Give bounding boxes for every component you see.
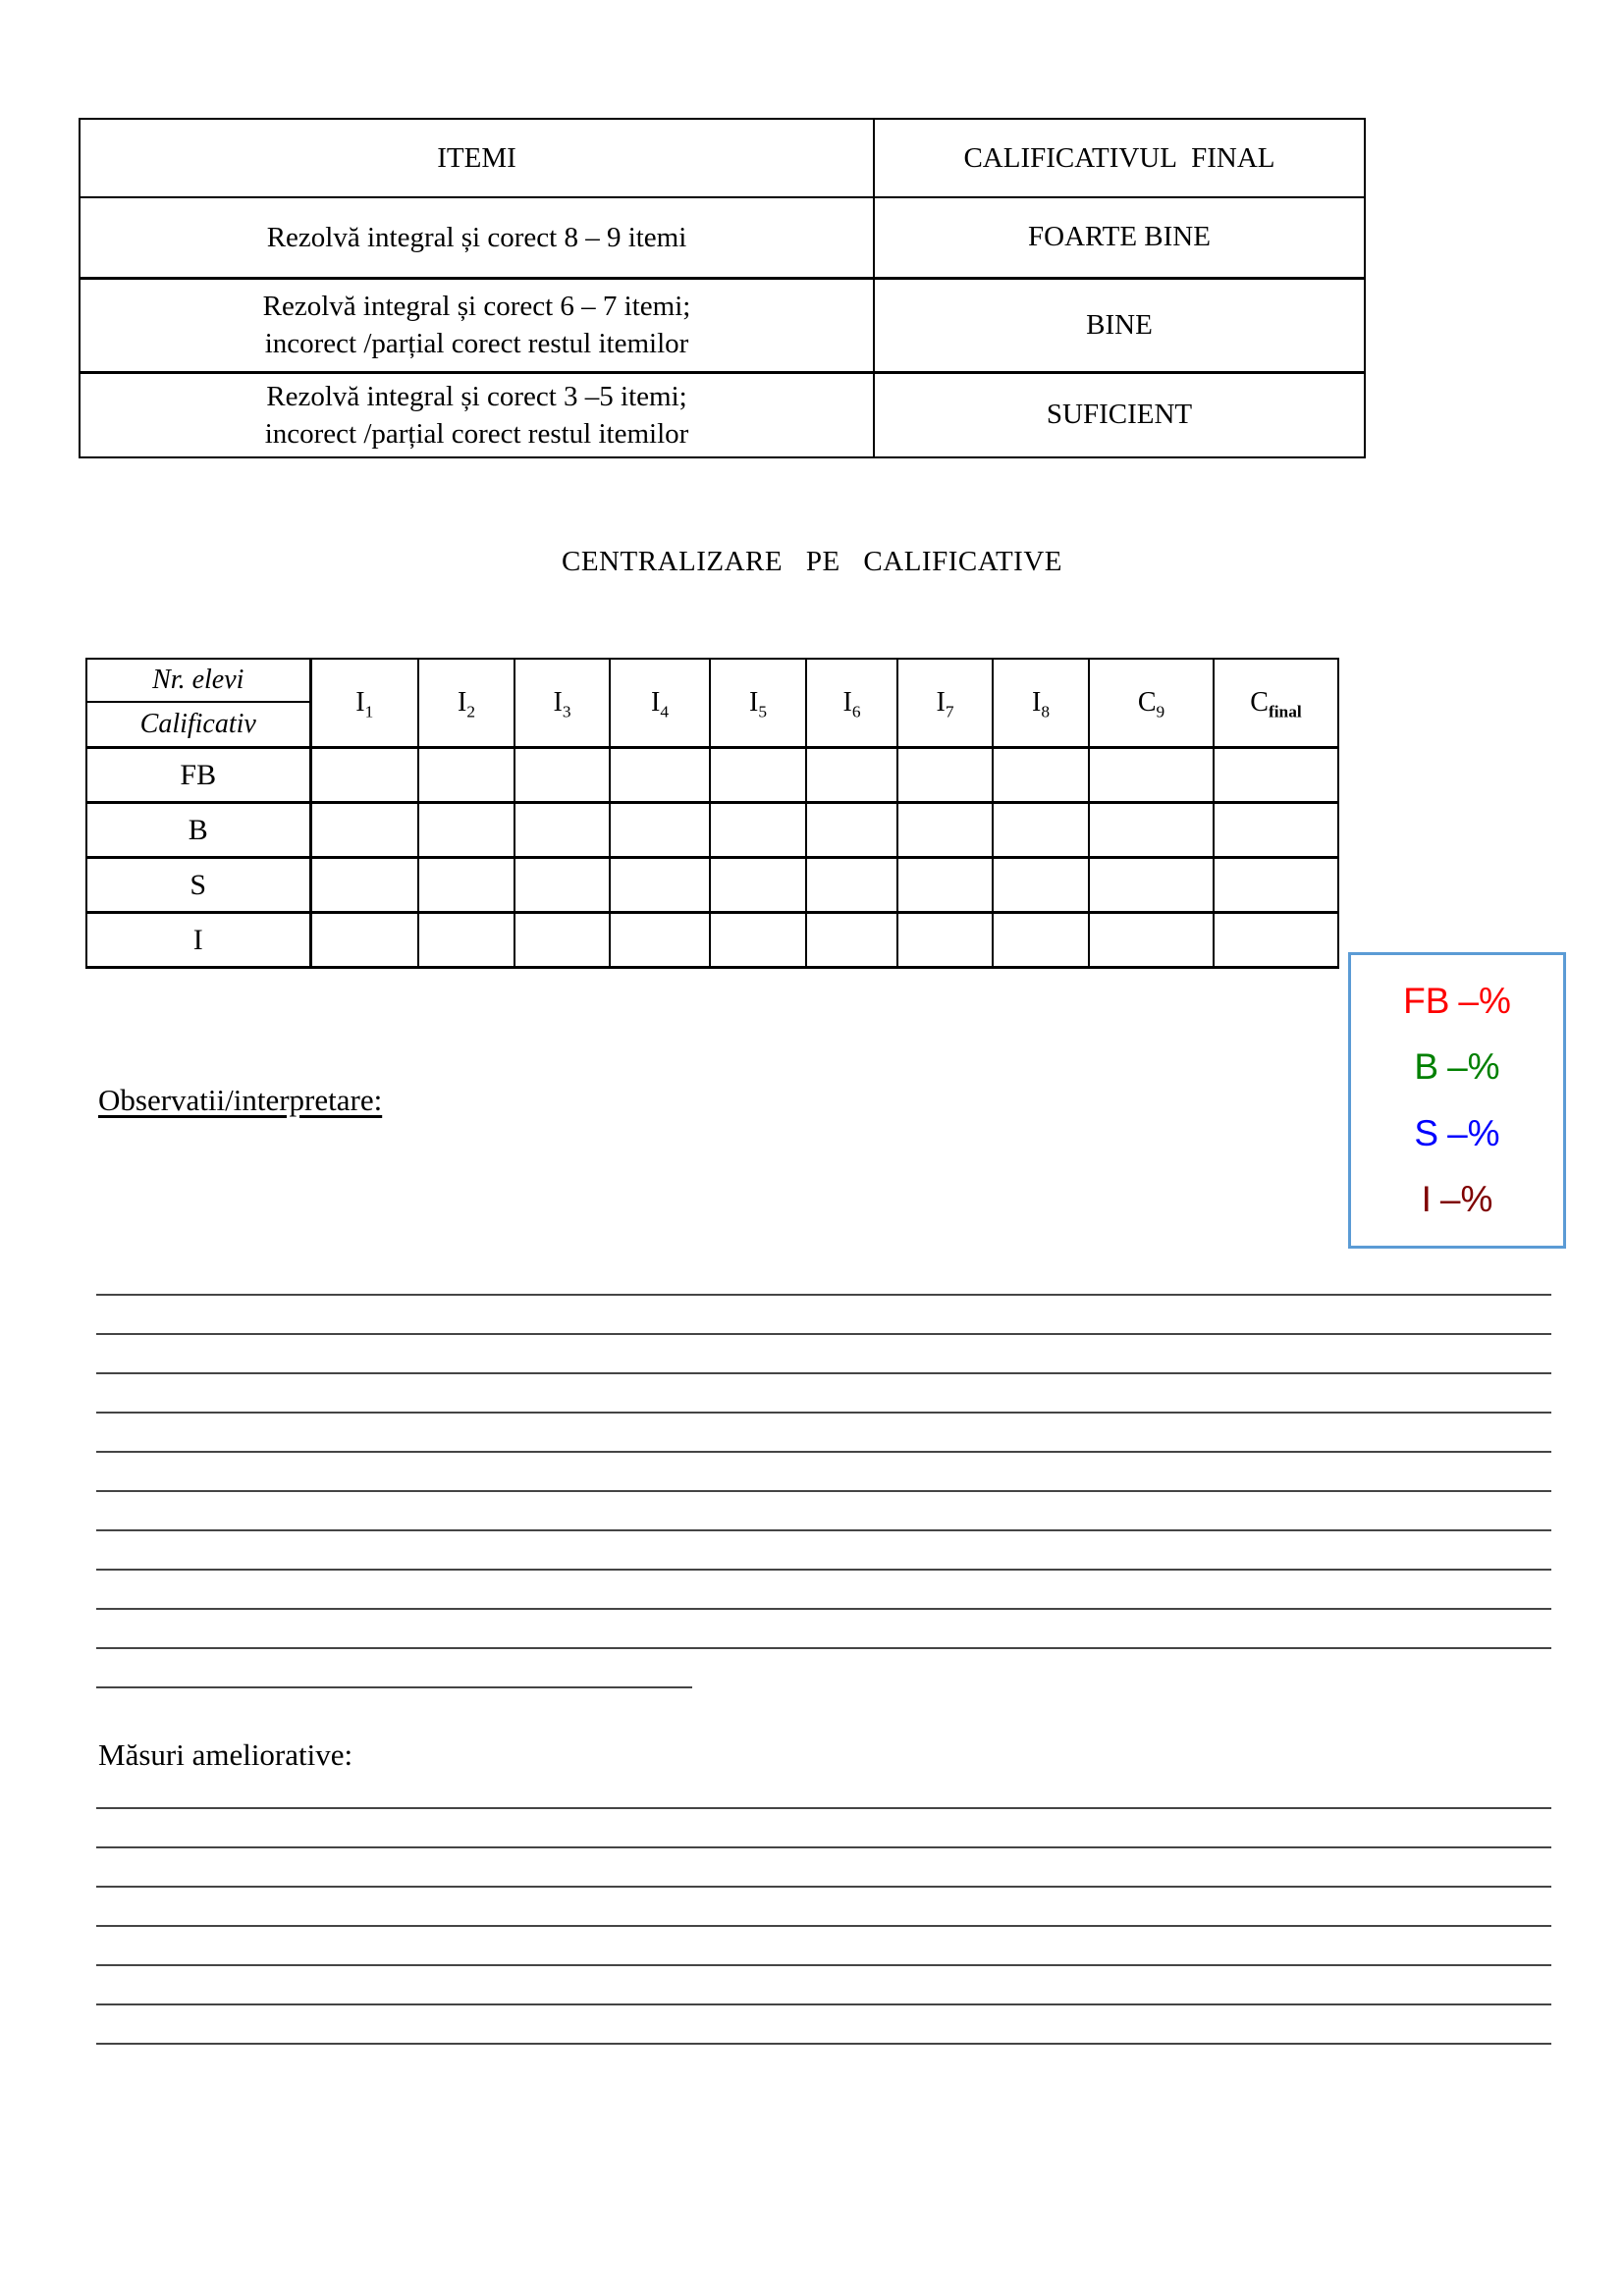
count-cell: [897, 748, 993, 803]
column-header-i6: $I_6$: [806, 659, 897, 748]
percentages-box: [1348, 952, 1566, 1249]
ruled-line: [96, 1848, 1551, 1888]
column-header-cfinal: $C_{final}$: [1214, 659, 1338, 748]
corner-cell: [86, 659, 310, 748]
count-cell: [1214, 858, 1338, 913]
count-cell: [310, 803, 418, 858]
percent-suffix: –%: [1447, 1112, 1500, 1153]
rubric-header-row: [80, 119, 1365, 197]
count-cell: [514, 803, 610, 858]
criteria-line: Rezolvă integral și corect 8 – 9 itemi: [266, 221, 687, 253]
rubric-table: [79, 118, 1366, 458]
row-label-fb: FB: [86, 748, 310, 803]
measures-lines: [96, 1770, 1551, 2045]
observations-lines: [96, 1256, 1551, 1688]
count-cell: [1214, 748, 1338, 803]
centralizare-table: [85, 658, 1339, 969]
count-cell: [1214, 913, 1338, 968]
count-cell: [710, 748, 806, 803]
count-cell: [514, 858, 610, 913]
ruled-line: [96, 1296, 1551, 1335]
count-cell: [418, 748, 514, 803]
grade-cell: BINE: [874, 278, 1365, 372]
observations-label: Observatii/interpretare:: [98, 1083, 383, 1117]
column-header-c9: $C_9$: [1089, 659, 1214, 748]
centralizare-header-row: [86, 659, 1338, 748]
count-cell: [418, 803, 514, 858]
count-cell: [1089, 858, 1214, 913]
section-title: CENTRALIZARE PE CALIFICATIVE: [562, 546, 1062, 577]
percent-suffix: –%: [1458, 980, 1511, 1021]
count-cell: [710, 858, 806, 913]
count-cell: [418, 913, 514, 968]
count-cell: [514, 748, 610, 803]
ruled-line: [96, 1770, 1551, 1809]
ruled-line: [96, 1571, 1551, 1610]
ruled-line: [96, 2005, 1551, 2045]
count-cell: [806, 803, 897, 858]
ruled-line: [96, 1610, 1551, 1649]
corner-label-calificativ: Calificativ: [139, 709, 256, 739]
count-cell: [514, 913, 610, 968]
grade-cell: FOARTE BINE: [874, 197, 1365, 278]
column-header-i2: $I_2$: [418, 659, 514, 748]
column-header-i7: $I_7$: [897, 659, 993, 748]
count-cell: [806, 913, 897, 968]
count-cell: [310, 913, 418, 968]
ruled-line: [96, 1256, 1551, 1296]
count-cell: [897, 803, 993, 858]
column-header-i4: $I_4$: [610, 659, 710, 748]
column-header-i8: $I_8$: [993, 659, 1089, 748]
column-header-i5: $I_5$: [710, 659, 806, 748]
count-cell: [418, 858, 514, 913]
count-cell: [806, 858, 897, 913]
percent-label: S: [1414, 1112, 1439, 1153]
rubric-row-foarte-bine: [80, 197, 1365, 278]
row-label-b: B: [86, 803, 310, 858]
ruled-line: [96, 1927, 1551, 1966]
grade-cell: SUFICIENT: [874, 372, 1365, 457]
ruled-line: [96, 1809, 1551, 1848]
count-cell: [897, 913, 993, 968]
ruled-line: [96, 1453, 1551, 1492]
count-cell: [610, 803, 710, 858]
count-cell: [993, 748, 1089, 803]
count-cell: [993, 803, 1089, 858]
row-fb: [86, 748, 1338, 803]
ruled-line: [96, 1492, 1551, 1531]
criteria-cell: [80, 372, 874, 457]
ruled-line: [96, 1531, 1551, 1571]
count-cell: [993, 858, 1089, 913]
percent-item-i: [1422, 1179, 1493, 1220]
column-header-i3: $I_3$: [514, 659, 610, 748]
ruled-line: [96, 1374, 1551, 1414]
corner-label-nr-elevi: Nr. elevi: [87, 660, 309, 703]
row-label-s: S: [86, 858, 310, 913]
count-cell: [610, 858, 710, 913]
criteria-line: Rezolvă integral și corect 6 – 7 itemi;: [262, 291, 691, 322]
percent-suffix: –%: [1447, 1046, 1500, 1088]
percent-label: I: [1421, 1179, 1432, 1220]
row-s: [86, 858, 1338, 913]
ruled-line-short: [96, 1649, 692, 1688]
percent-suffix: –%: [1439, 1179, 1493, 1220]
ruled-line: [96, 1888, 1551, 1927]
count-cell: [897, 858, 993, 913]
percent-label: B: [1414, 1046, 1439, 1088]
criteria-cell: [80, 278, 874, 372]
count-cell: [993, 913, 1089, 968]
percent-item-s: [1414, 1113, 1499, 1154]
row-b: [86, 803, 1338, 858]
count-cell: [1214, 803, 1338, 858]
measures-label: Măsuri ameliorative:: [98, 1737, 353, 1772]
criteria-line: incorect /parțial corect restul itemilor: [264, 417, 689, 450]
rubric-header-itemi: ITEMI: [80, 119, 874, 197]
percent-item-fb: [1403, 981, 1511, 1022]
count-cell: [710, 913, 806, 968]
ruled-line: [96, 1335, 1551, 1374]
rubric-row-suficient: [80, 372, 1365, 457]
criteria-cell: [80, 197, 874, 278]
row-i: [86, 913, 1338, 968]
count-cell: [806, 748, 897, 803]
count-cell: [610, 913, 710, 968]
rubric-header-calificativ: CALIFICATIVUL FINAL: [874, 119, 1365, 197]
ruled-line: [96, 1966, 1551, 2005]
ruled-line: [96, 1414, 1551, 1453]
count-cell: [310, 748, 418, 803]
count-cell: [1089, 913, 1214, 968]
count-cell: [610, 748, 710, 803]
count-cell: [710, 803, 806, 858]
row-label-i: I: [86, 913, 310, 968]
criteria-line: incorect /parțial corect restul itemilor: [264, 328, 689, 359]
percent-item-b: [1414, 1046, 1499, 1088]
count-cell: [310, 858, 418, 913]
column-header-i1: $I_1$: [310, 659, 418, 748]
rubric-row-bine: [80, 278, 1365, 372]
count-cell: [1089, 748, 1214, 803]
percent-label: FB: [1403, 980, 1450, 1021]
count-cell: [1089, 803, 1214, 858]
criteria-line: Rezolvă integral și corect 3 –5 itemi;: [266, 380, 687, 412]
